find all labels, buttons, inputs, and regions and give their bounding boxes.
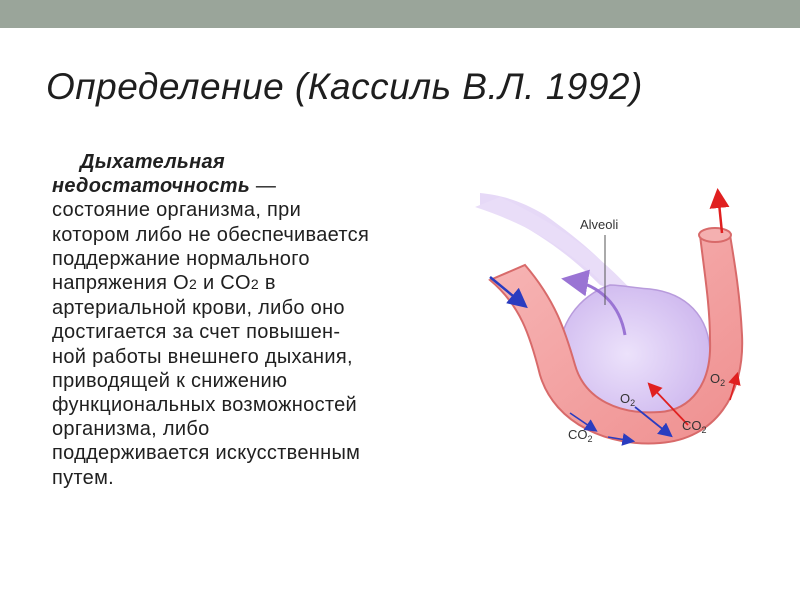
alveolus-svg: [460, 185, 760, 475]
text-line-10: приводящей к снижению: [52, 369, 288, 392]
definition-text: [52, 150, 452, 570]
blood-out-arrow: [718, 193, 722, 233]
label-o2-inner: $O_2$: [620, 391, 636, 408]
label-alveoli: Alveoli: [580, 217, 619, 232]
text-line-6c: в: [258, 272, 276, 295]
o2-subscript: 2: [189, 276, 198, 293]
slide-title: Определение (Кассиль В.Л. 1992): [46, 66, 643, 107]
text-line-8: достигается за счет повышен-: [52, 321, 341, 344]
text-line-6a: напряжения O: [52, 272, 189, 295]
text-line-14: путем.: [52, 466, 114, 489]
text-line-2: [52, 174, 452, 198]
text-line-12: организма, либо: [52, 418, 210, 441]
text-line-6: [52, 271, 452, 296]
text-line-9: ной работы внешнего дыхания,: [52, 345, 353, 368]
top-band: [0, 0, 800, 28]
text-line-7: артериальной крови, либо оно: [52, 297, 345, 320]
label-co2-left: $CO_2$: [568, 427, 593, 444]
text-line-3: состояние организма, при: [52, 199, 302, 222]
text-line-4: котором либо не обеспечивается: [52, 223, 370, 246]
text-line-1: [52, 150, 452, 174]
text-line-13: поддерживается искусственным: [52, 442, 361, 465]
co2-subscript: 2: [250, 276, 259, 293]
alveolus-diagram: [460, 185, 760, 475]
term-part-1: Дыхательная: [80, 151, 225, 173]
text-line-6b: и CO: [197, 272, 251, 295]
term-part-2: недостаточность: [52, 175, 251, 198]
vessel-opening: [699, 228, 731, 242]
label-co2-right: $CO_2$: [682, 418, 707, 435]
text-line-11: функциональных возможностей: [52, 394, 358, 417]
text-line-5: поддержание нормального: [52, 247, 310, 270]
label-o2-outer: $O_2$: [710, 371, 726, 388]
text-dash: —: [250, 175, 277, 198]
